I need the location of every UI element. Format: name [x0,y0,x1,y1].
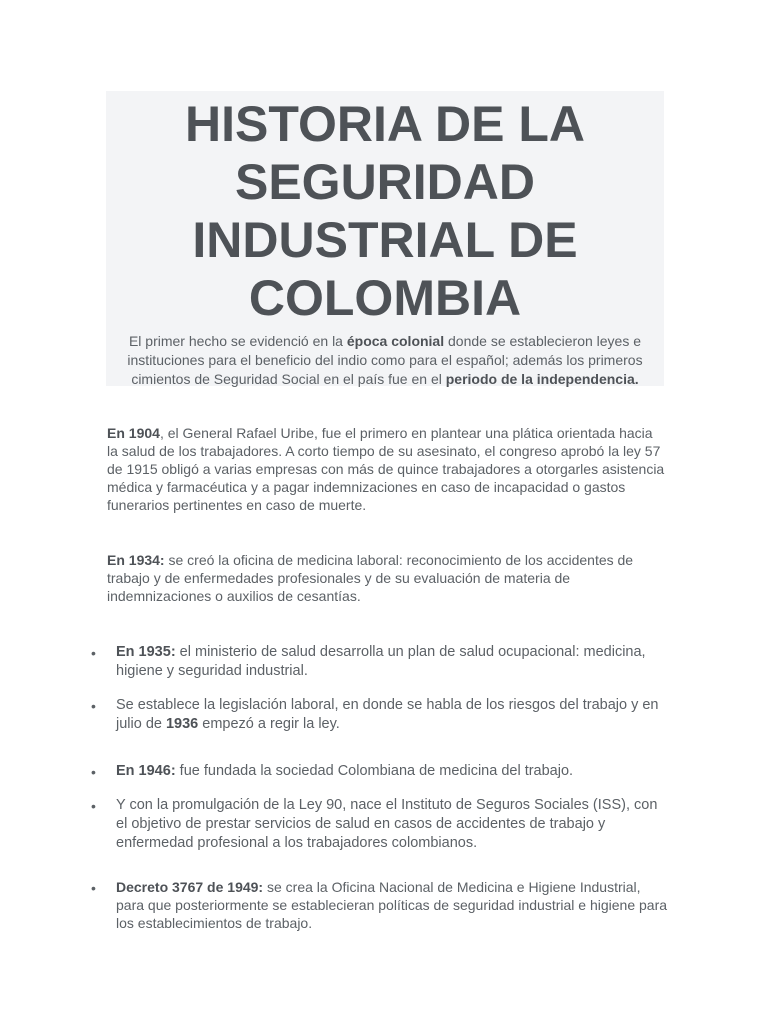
intro-text: donde se establecieron leyes e instituciones para el beneficio del indio como para el español; además los primeros cimientos de Seguridad Social en el país fue en el [127,333,643,387]
bullet-item-1936 [116,696,668,734]
bullet-dot: • [91,880,96,896]
bullet-item-ley-90 [116,796,668,853]
bullet-item-1935 [116,643,668,681]
bullet-dot: • [91,698,96,714]
paragraph-1904 [107,424,665,514]
header-banner [106,91,664,386]
intro-text: El primer hecho se evidenció en la [128,333,347,349]
bullet-bold: 1936 [165,716,199,732]
paragraph-text: , el General Rafael Uribe, fue el primero en plantear una plática orientada hacia la salud de los trabajadores. A corto tiempo de su asesinato, el congreso aprobó la ley 57 de 1915 obligó a varias empresas con más de quince trabajadores a otorgarles asistencia médica y farmacéutica y a pagar indemnizaciones en caso de incapacidad o gastos funerarios pertinentes en caso de muerte. [107,425,665,513]
bullet-text: Y con la promulgación de la Ley 90, nace el Instituto de Seguros Sociales (ISS), con el objetivo de prestar servicios de salud en casos de accidentes de trabajo y enfermedad profesional a los trabajadores colombianos. [116,797,658,851]
paragraph-year: En 1904 [107,425,160,441]
bullet-text: se crea la Oficina Nacional de Medicina e Higiene Industrial, para que posteriormente se establecieran políticas de seguridad industrial e higiene para los establecimientos de trabajo. [116,879,668,931]
bullet-text: fue fundada la sociedad Colombiana de medicina del trabajo. [175,763,574,779]
bullet-dot: • [91,798,96,814]
title-line: INDUSTRIAL DE [192,212,578,268]
bullet-text: el ministerio de salud desarrolla un plan de salud ocupacional: medicina, higiene y seguridad industrial. [116,644,646,679]
bullet-text: Se establece la legislación laboral, en donde se habla de los riesgos del trabajo y en julio de [116,697,659,732]
paragraph-year: En 1934: [107,552,165,568]
page-title [106,95,664,327]
intro-bold-independence: periodo de la independencia. [445,371,639,387]
bullet-bold: Decreto 3767 de 1949: [116,879,264,895]
bullet-bold: En 1946: [116,763,176,779]
title-line: SEGURIDAD [234,154,536,210]
intro-paragraph [114,332,656,389]
bullet-item-decreto-3767 [116,878,668,932]
bullet-text: empezó a regir la ley. [198,716,340,732]
paragraph-text: se creó la oficina de medicina laboral: reconocimiento de los accidentes de trabajo y de enfermedades profesionales y de su evaluación de materia de indemnizaciones o auxilios de cesantías. [107,552,634,604]
title-line: HISTORIA DE LA [184,96,586,152]
bullet-dot: • [91,764,96,780]
intro-bold-colonial: época colonial [346,333,445,349]
title-line: COLOMBIA [248,270,522,326]
bullet-item-1946 [116,762,668,781]
paragraph-1934 [107,551,665,605]
bullet-bold: En 1935: [116,644,176,660]
bullet-dot: • [91,645,96,661]
